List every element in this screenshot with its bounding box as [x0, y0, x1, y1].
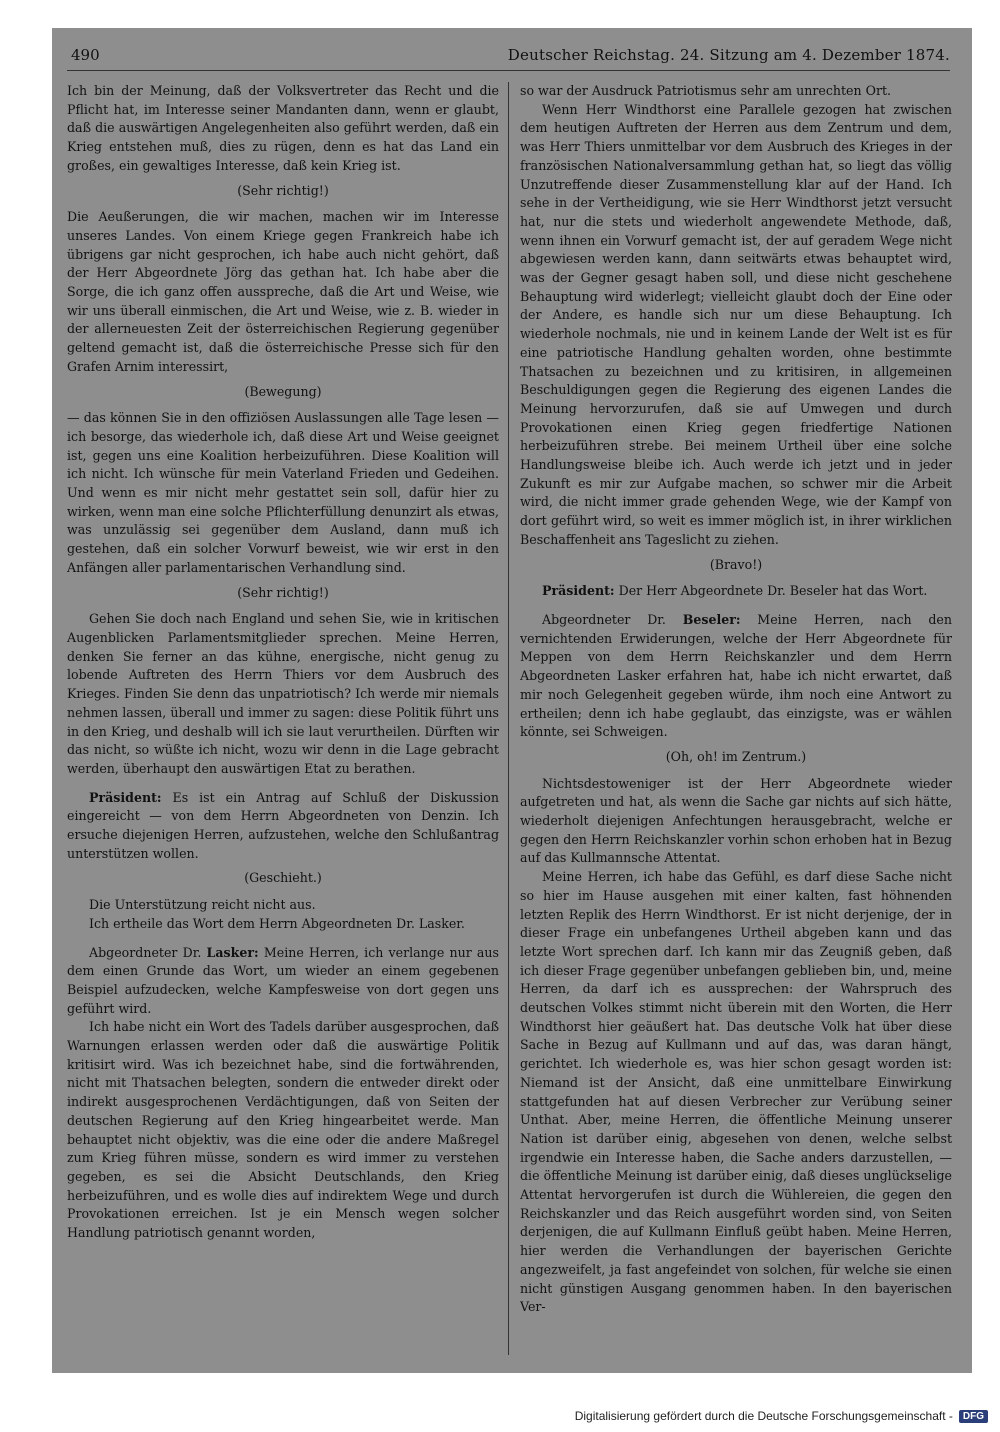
paragraph: Ich habe nicht ein Wort des Tadels darüber ausgesprochen, daß Warnungen erlassen werden oder daß die auswärtige Politik kritisirt wird. Was ich bezeichnet habe, sind die fortwährenden, nicht mit Thatsachen belegten, sondern die entweder direkt oder indirekt ausgesprochenen Verdächtigungen, daß von Seiten der deutschen Regierung auf den Krieg hingearbeitet werde. Man behauptet nicht objektiv, was die eine oder die andere Maßregel zum Krieg führen müsse, sondern es wird immer zu verstehen gegeben, es sei die Absicht Deutschlands, den Krieg herbeizuführen, und es wolle dies auf indirektem Wege und durch Provokationen erreichen. Ist je ein Mensch wegen solcher Handlung patriotisch genannt worden, [67, 1019, 499, 1241]
speaker-paragraph [520, 582, 952, 601]
speaker-paragraph [67, 789, 499, 864]
paragraph: Die Unterstützung reicht nicht aus. [89, 897, 316, 913]
dfg-logo: DFG [959, 1410, 988, 1423]
paragraph: Gehen Sie doch nach England und sehen Sie, wie in kritischen Augenblicken Parlamentsmitglieder sprechen. Meine Herren, denken Sie ferner an das kühne, energische, nicht genug zu lobende Auftreten des Herrn Thiers vor dem Ausbruch des Krieges. Finden Sie denn das unpatriotisch? Ich werde mir niemals nehmen lassen, überall und immer zu sagen: diese Politik führt uns in den Krieg, und deshalb will ich sie laut verurtheilen. Dürften wir das nicht, so wüßte ich nicht, wozu wir denn in die Lage gebracht werden, überhaupt den auswärtigen Etat zu berathen. [67, 611, 499, 776]
page-number: 490 [71, 46, 100, 64]
column-divider [508, 82, 509, 1355]
footer-text: Digitalisierung gefördert durch die Deutsche Forschungsgemeinschaft - [574, 1409, 953, 1423]
speech-text: Meine Herren, nach den vernichtenden Erwiderungen, welche der Herr Abgeordnete für Meppen von dem Herrn Reichskanzler und dem Herrn Abgeordneten Lasker erfahren hat, habe ich nicht erwartet, daß mir noch Gelegenheit gegeben würde, ihm noch eine Antwort zu ertheilen; denn ich habe geglaubt, das einzigste, was er wählen könnte, sei Schweigen. [520, 611, 952, 740]
right-column [520, 82, 952, 1355]
page-title: Deutscher Reichstag. 24. Sitzung am 4. Dezember 1874. [507, 46, 950, 64]
paragraph: Nichtsdestoweniger ist der Herr Abgeordnete wieder aufgetreten und hat, als wenn die Sache gar nichts auf sich hätte, wiederholt diejenigen Anfechtungen herausgebracht, welche er gegen den Herrn Reichskanzler vorhin schon erhoben hat in Bezug auf das Kullmannsche Attentat. [520, 775, 952, 866]
speaker-prefix: Abgeordneter Dr. [89, 944, 207, 960]
speaker-paragraph [67, 944, 499, 1019]
speaker-name: Präsident: [542, 583, 615, 599]
paragraph: so war der Ausdruck Patriotismus sehr am unrechten Ort. [520, 83, 892, 98]
speaker-name: Lasker: [206, 944, 259, 960]
page-header [67, 40, 950, 71]
interjection: (Sehr richtig!) [237, 182, 329, 198]
interjection: (Geschieht.) [244, 870, 322, 886]
interjection: (Bewegung) [244, 383, 322, 399]
speaker-name: Präsident: [89, 789, 162, 805]
speaker-prefix: Abgeordneter Dr. [542, 611, 683, 627]
paragraph: Wenn Herr Windthorst eine Parallele gezogen hat zwischen dem heutigen Auftreten der Herren aus dem Zentrum und dem, was Herr Thiers unmittelbar vor dem Ausbruch des Krieges in der französischen Nationalversammlung gethan hat, so liegt das völlig Unzutreffende dieser Zusammenstellung klar auf der Hand. Ich sehe in der Vertheidigung, wie sie Herr Windthorst jetzt versucht hat, nur die stets und wiederholt angewendete Methode, daß, wenn ihnen ein Vorwurf gemacht ist, der auf geradem Wege nicht abgewiesen werden kann, dann seitwärts etwas behauptet wird, was der Gegner gesagt haben soll, und diese nicht geschehene Behauptung wird widerlegt; vielleicht glaubt doch der Eine oder der Andere, es handle sich nur um diese Behauptung. Ich wiederhole nochmals, nie und in keinem Lande der Welt ist es für eine patriotische Handlung gehalten worden, ohne bestimmte Thatsachen zu bezeichnen und zu kritisiren, in allgemeinen Beschuldigungen gegen die Regierung des eigenen Landes die Meinung hervorzurufen, daß sie auf Umwegen und durch Provokationen einen Krieg gegen friedfertige Nationen herbeizuführen strebe. Bei meinem Urtheil über eine solche Handlungsweise bleibe ich. Auch werde ich jetzt und in jeder Zukunft es mir zur Aufgabe machen, so schwer mir die Arbeit wird, die nicht immer grade gehenden Wege, wie der Kampf von dort geführt wird, so weit es immer möglich ist, in ihrer wirklichen Beschaffenheit ans Tageslicht zu ziehen. [520, 101, 952, 547]
paragraph: — das können Sie in den offiziösen Auslassungen alle Tage lesen — ich besorge, das wiederhole ich, daß diese Art und Weise geeignet ist, gegen uns eine Koalition herbeizuführen. Diese Koalition will ich nicht. Ich wünsche für mein Vaterland Frieden und Gedeihen. Und wenn es mir nicht mehr gestattet sein soll, dafür hier zu wirken, wenn man eine solche Pflichterfüllung denunzirt als etwas, was unzulässig sei gegenüber dem Ausland, dann muß ich gestehen, daß ein solcher Vorwurf beweist, wie wir erst in den Anfängen aller parlamentarischen Verhandlung sind. [67, 410, 499, 575]
speaker-paragraph [520, 611, 952, 742]
paragraph: Ich bin der Meinung, daß der Volksvertreter das Recht und die Pflicht hat, im Interesse seiner Mandanten dann, wenn er glaubt, daß die auswärtigen Angelegenheiten also geführt werden, daß ein Krieg entstehen muß, dies zu rügen, denn es hat das Land ein großes, ein gewaltiges Interesse, daß kein Krieg ist. [67, 83, 499, 173]
left-column [67, 82, 499, 1355]
speech-text: Es ist ein Antrag auf Schluß der Diskussion eingereicht — von dem Herrn Abgeordneten von Denzin. Ich ersuche diejenigen Herren, aufzustehen, welche den Schlußantrag unterstützen wollen. [67, 789, 499, 861]
speaker-name: Beseler: [682, 611, 741, 627]
speech-text: Der Herr Abgeordnete Dr. Beseler hat das Wort. [614, 583, 928, 599]
paragraph: Die Aeußerungen, die wir machen, machen wir im Interesse unseres Landes. Von einem Kriege gegen Frankreich habe ich übrigens gar nicht gesprochen, ich habe auch nicht gehört, daß der Herr Abgeordnete Jörg das gethan hat. Ich habe aber die Sorge, die ich ganz offen ausspreche, daß die Art und Weise, wie wir uns überall einmischen, die Art und Weise, wie z. B. wieder in der allerneuesten Zeit der österreichischen Regierung gegenüber geltend gemacht ist, daß die österreichische Presse sich für den Grafen Arnim interessirt, [67, 209, 499, 374]
interjection: (Bravo!) [709, 556, 763, 572]
digitization-footer [575, 1409, 988, 1423]
document-page [52, 28, 972, 1373]
interjection: (Sehr richtig!) [237, 584, 329, 600]
paragraph: Meine Herren, ich habe das Gefühl, es darf diese Sache nicht so hier im Hause ausgehen mit einer kalten, fast höhnenden letzten Replik des Herrn Windthorst. Er ist nicht derjenige, der in dieser Frage ein unbefangenes Urtheil abgeben kann und das letzte Wort sprechen darf. Ich kann mir das Zeugniß geben, daß ich dieser Frage gegenüber unbefangen geblieben bin, und, meine Herren, da darf ich es aussprechen: der Wahrspruch des deutschen Volkes stimmt nicht überein mit den Worten, die Herr Windthorst hier geäußert hat. Das deutsche Volk hat über diese Sache in Bezug auf Kullmann und auf das, was daran hängt, gerichtet. Ich wiederhole es, was hier schon gesagt worden ist: Niemand ist der Ansicht, daß eine unmittelbare Einwirkung stattgefunden hat auf diesen Verbrecher zur Verübung seiner Unthat. Aber, meine Herren, die öffentliche Meinung unserer Nation ist darüber einig, abgesehen von denen, welche selbst irgendwie ein Interesse haben, die Sache anders darzustellen, — die öffentliche Meinung ist darüber einig, daß dieses unglückselige Attentat hervorgerufen ist durch die Wühlereien, die gegen den Reichskanzler und das Reich ausgeführt worden sind, von Seiten derjenigen, die auf Kullmann Einfluß geübt haben. Meine Herren, hier werden die Verhandlungen der bayerischen Gerichte angezweifelt, ja fast angefeindet von solchen, für welche sie einen nicht günstigen Ausgang genommen haben. In den bayerischen Ver- [520, 869, 952, 1315]
speech-text: Meine Herren, ich verlange nur aus dem einen Grunde das Wort, um wieder an einem gegebenen Beispiel aufzudecken, welche Kampfesweise von dort gegen uns geführt wird. [67, 944, 499, 1016]
paragraph: Ich ertheile das Wort dem Herrn Abgeordneten Dr. Lasker. [89, 915, 465, 931]
interjection: (Oh, oh! im Zentrum.) [665, 748, 807, 764]
